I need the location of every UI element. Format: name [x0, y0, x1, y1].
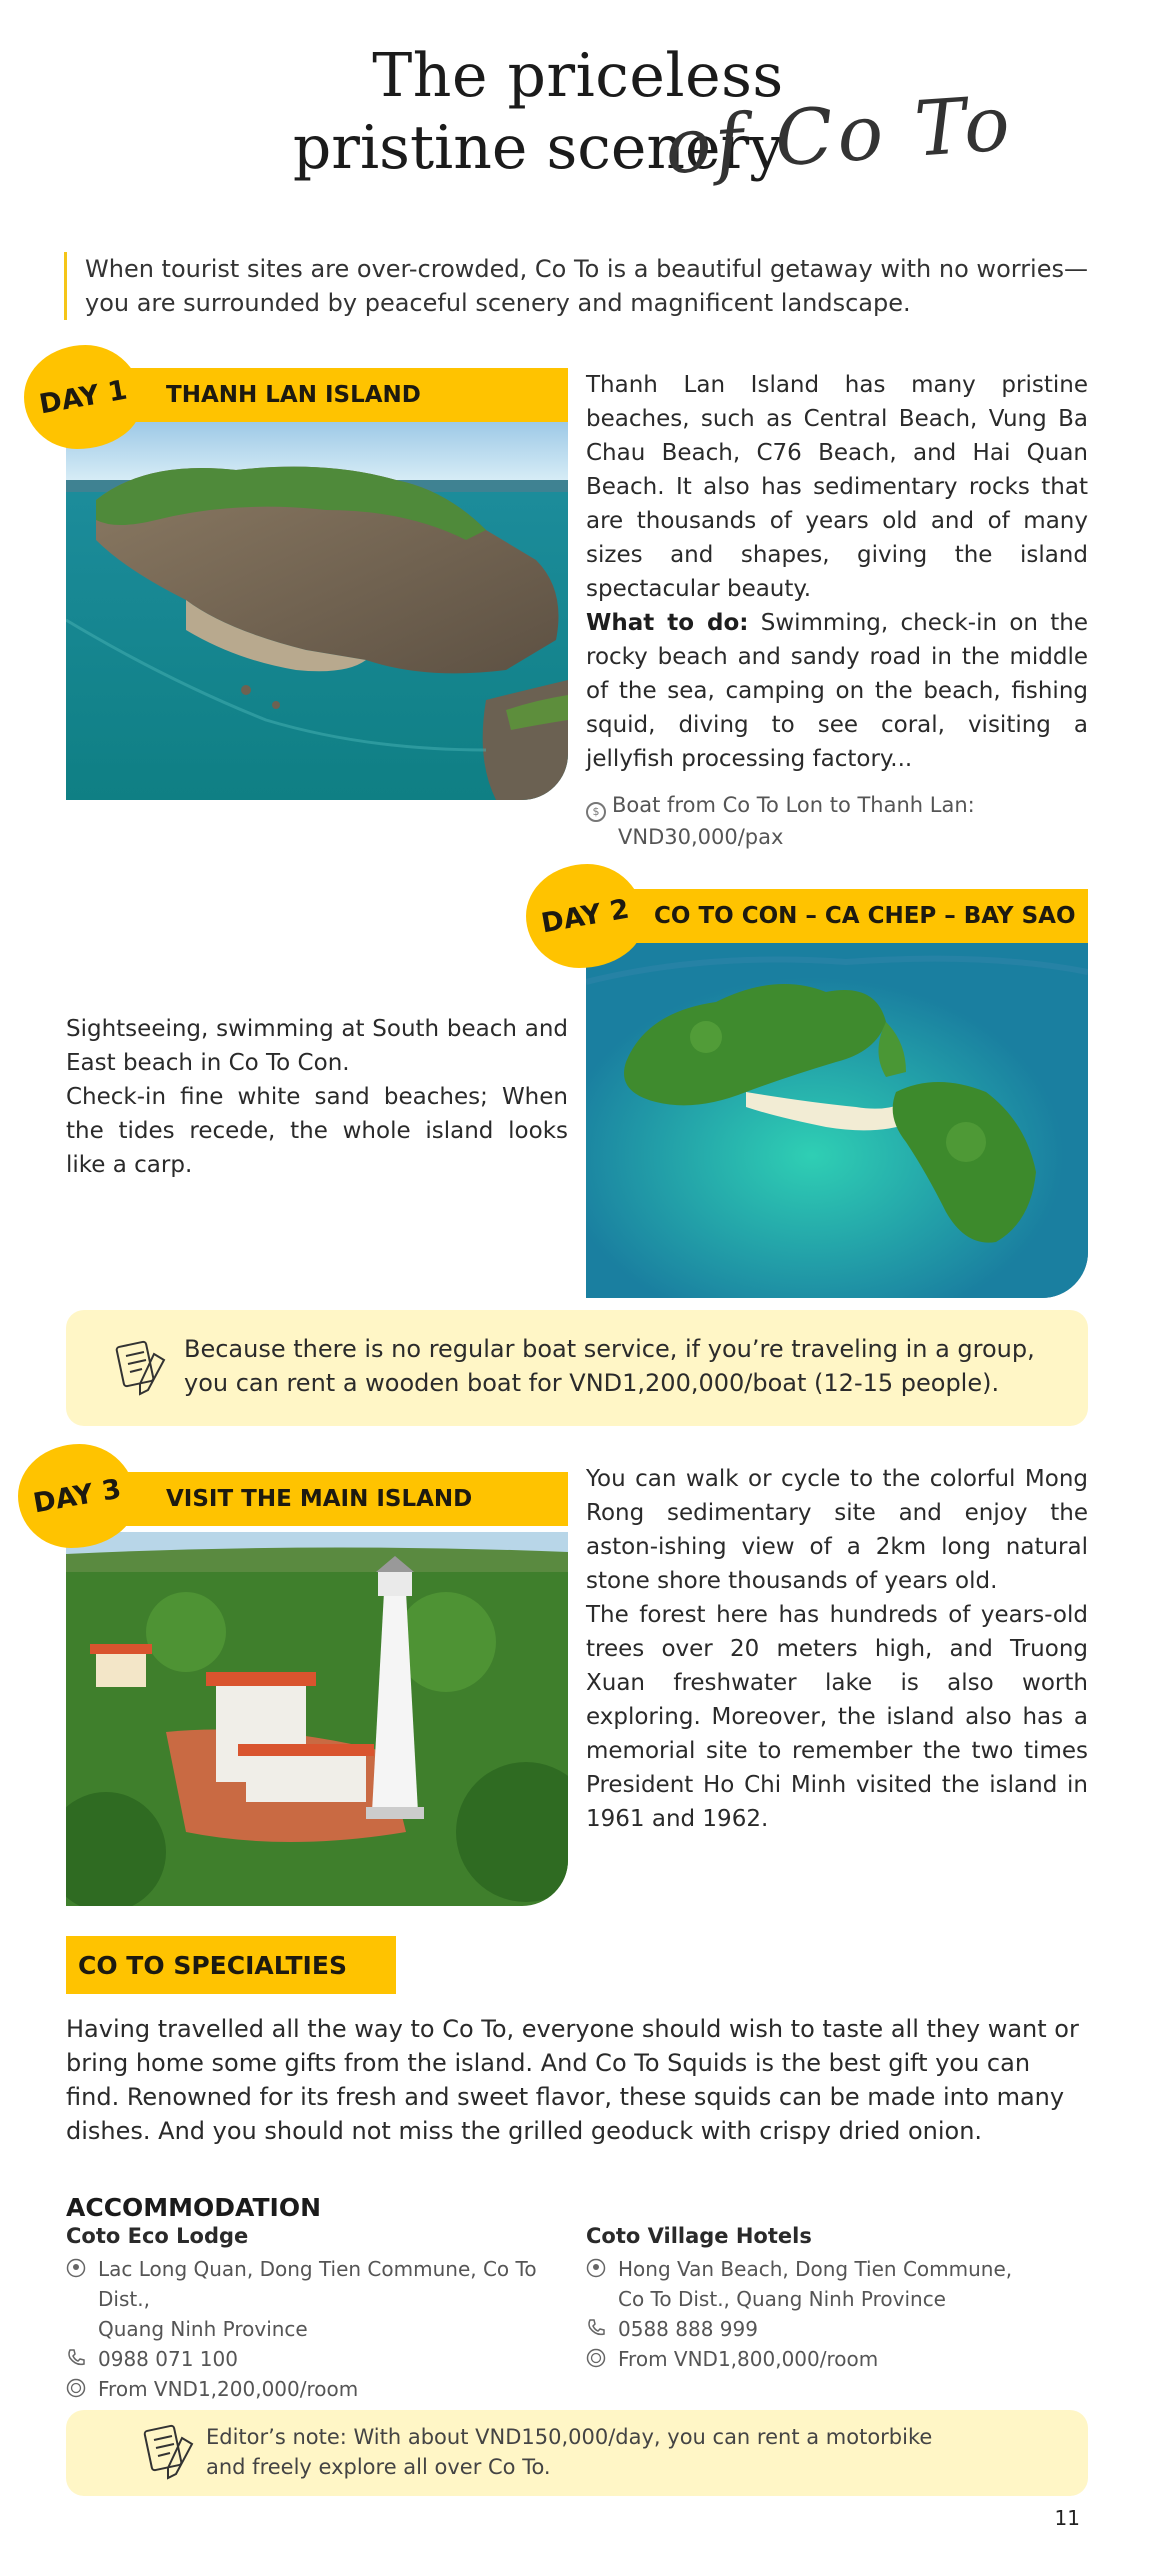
hotel-phone: 0588 888 999	[586, 2314, 1106, 2344]
hotel-name: Coto Eco Lodge	[66, 2224, 249, 2248]
intro-paragraph: When tourist sites are over-crowded, Co To is a beautiful getaway with no worries—you are surrounded by peaceful scenery and magnificent landscape.	[64, 252, 1088, 320]
title-line-2: pristine scenery	[292, 113, 784, 183]
day3-badge	[18, 1444, 136, 1548]
day1-description	[586, 368, 1088, 776]
page-number: 11	[1054, 2506, 1080, 2530]
note1-line1: Because there is no regular boat service, if you’re traveling in a group,	[184, 1335, 1035, 1363]
day2-badge	[526, 864, 644, 968]
day2-label-text: CO TO CON – CA CHEP – BAY SAO	[654, 903, 1076, 929]
day1-what-label: What to do:	[586, 610, 749, 636]
specialties-label: CO TO SPECIALTIES	[66, 1936, 396, 1994]
editor-note	[66, 2410, 1088, 2496]
day1-what-text: Swimming, check-in on the rocky beach and sandy road in the middle of the sea, camping on the beach, fishing squid, diving to see coral, visiting a jellyfish processing factory...	[586, 610, 1088, 772]
day1-price-line2: VND30,000/pax	[618, 825, 784, 849]
thanh-lan-island-photo	[66, 420, 568, 800]
day1-badge-text: DAY 1	[36, 374, 130, 420]
boat-rental-note	[66, 1310, 1088, 1426]
note2-line2: and freely explore all over Co To.	[206, 2455, 551, 2479]
money-icon: $	[586, 802, 606, 822]
day3-badge-text: DAY 3	[30, 1473, 124, 1519]
day3-text1: You can walk or cycle to the colorful Mong Rong sedimentary site and enjoy the aston-ishing view of a 2km long natural stone shore thousands of years old.	[586, 1466, 1088, 1594]
money-icon	[586, 2348, 606, 2368]
hotel-coto-eco-lodge	[66, 2224, 586, 2404]
hotel-coto-village-hotels	[586, 2224, 1106, 2374]
lighthouse-photo	[66, 1532, 568, 1906]
hotel-address: Lac Long Quan, Dong Tien Commune, Co To Dist., Quang Ninh Province	[66, 2254, 586, 2344]
co-to-con-aerial-photo	[586, 942, 1088, 1298]
title-line-1: The priceless	[372, 41, 784, 111]
day1-price-note	[586, 790, 1088, 852]
day2-text2: Check-in fine white sand beaches; When the tides recede, the whole island looks like a carp.	[66, 1084, 568, 1178]
location-pin-icon	[66, 2258, 86, 2278]
day3-label	[66, 1472, 568, 1526]
accommodation-title: ACCOMMODATION	[66, 2193, 321, 2222]
phone-icon	[586, 2318, 606, 2338]
day3-description	[586, 1462, 1088, 1836]
hotel-phone: 0988 071 100	[66, 2344, 586, 2374]
day1-badge	[24, 345, 142, 449]
hotel-address: Hong Van Beach, Dong Tien Commune, Co To Dist., Quang Ninh Province	[586, 2254, 1106, 2314]
day1-price-line1: Boat from Co To Lon to Thanh Lan:	[612, 793, 975, 817]
location-pin-icon	[586, 2258, 606, 2278]
day2-text1: Sightseeing, swimming at South beach and East beach in Co To Con.	[66, 1016, 568, 1076]
day2-label	[586, 889, 1088, 943]
day2-description	[66, 1012, 568, 1182]
notepad-pen-icon	[142, 2422, 198, 2482]
money-icon	[66, 2378, 86, 2398]
day3-label-text: VISIT THE MAIN ISLAND	[166, 1486, 473, 1512]
day1-text: Thanh Lan Island has many pristine beaches, such as Central Beach, Vung Ba Chau Beach, C76 Beach, and Hai Quan Beach. It also has sedimentary rocks that are thousands of years old and of many sizes and shapes, giving the island spectacular beauty.	[586, 372, 1088, 602]
phone-icon	[66, 2348, 86, 2368]
title-script: of Co To	[662, 77, 1017, 192]
specialties-text: Having travelled all the way to Co To, everyone should wish to taste all they want or bring home some gifts from the island. And Co To Squids is the best gift you can find. Renowned for its fresh and sweet flavor, these squids can be made into many dishes. And you should not miss the grilled geoduck with crispy dried onion.	[66, 2015, 1079, 2145]
day2-badge-text: DAY 2	[538, 893, 632, 939]
hotel-price: From VND1,200,000/room	[66, 2374, 586, 2404]
hotel-price: From VND1,800,000/room	[586, 2344, 1106, 2374]
day1-label-text: THANH LAN ISLAND	[166, 382, 421, 408]
notepad-pen-icon	[114, 1338, 170, 1398]
hotel-name: Coto Village Hotels	[586, 2224, 812, 2248]
day3-text2: The forest here has hundreds of years-old trees over 20 meters high, and Truong Xuan freshwater lake is also worth exploring. Moreover, the island also has a memorial site to remember the two times President Ho Chi Minh visited the island in 1961 and 1962.	[586, 1602, 1088, 1832]
note1-line2: you can rent a wooden boat for VND1,200,000/boat (12-15 people).	[184, 1369, 1000, 1397]
note2-line1: Editor’s note: With about VND150,000/day, you can rent a motorbike	[206, 2425, 933, 2449]
